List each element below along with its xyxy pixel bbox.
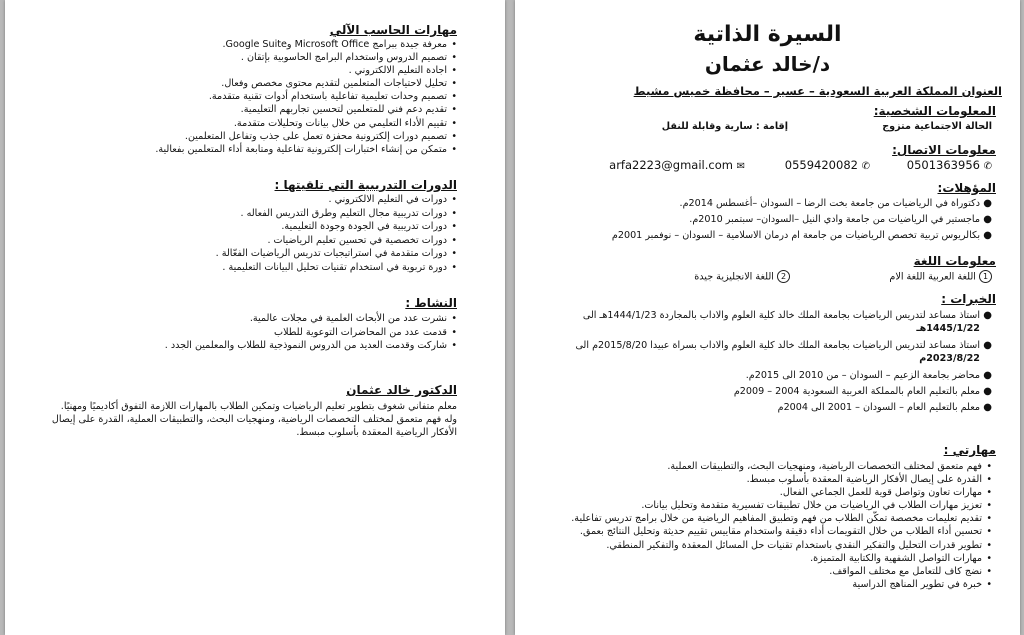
computer-skill-item: • تصميم دورات إلكترونية محفزة تعمل على جذب وتفاعل المتعلمين.: [155, 130, 457, 143]
qualification-item: ● دكتوراة في الرياضيات من جامعة بخت الرضا – السودان –أغسطس 2014م.: [679, 198, 992, 209]
course-item: • دورات تدريبية في الجودة وجودة التعليمية.: [216, 220, 457, 234]
phone2-value: 0559420082: [784, 158, 858, 172]
language-2: 2 اللغة الانجليزية جيدة: [694, 270, 790, 284]
skill-item: • خبرة في تطوير المناهج الدراسية: [571, 578, 992, 591]
residency-status: إقامة : سارية وقابلة للنقل: [661, 121, 788, 132]
document-page-left: [5, 0, 505, 635]
course-item: • دورة تربوية في استخدام تقنيات تحليل البيانات التعليمية .: [216, 261, 457, 275]
profile-heading: الدكتور خالد عثمان: [346, 383, 457, 397]
activity-item: • قدمت عدد من المحاضرات التوعوية للطلاب: [165, 326, 457, 340]
phone2-row: [785, 158, 870, 172]
profile-text: [27, 400, 457, 439]
marital-status: الحالة الاجتماعية متزوج: [882, 121, 992, 132]
experience-item: ● محاضر بجامعة الزعيم – السودان – من 2010 الى 2015م.: [745, 370, 992, 381]
course-item: • دورات تخصصية في تحسين تعليم الرياضيات .: [216, 234, 457, 248]
computer-skill-item: • اجادة التعليم الالكتروني .: [155, 64, 457, 77]
activity-list: [165, 312, 457, 353]
activity-item: • شاركت وقدمت العديد من الدروس النموذجية للطلاب والمعلمين الجدد .: [165, 339, 457, 353]
computer-skill-item: • متمكن من إنشاء اختبارات إلكترونية تفاعلية ومتابعة أداء المتعلمين بفعالية.: [155, 143, 457, 156]
profile-line: وله فهم متعمق لمختلف التخصصات الرياضية، ومنهجيات البحث، والتطبيقات العملية، القدرة على إيصال: [51, 414, 457, 425]
computer-skill-item: • تصميم وحدات تعليمية تفاعلية باستخدام أدوات تقنية متقدمة.: [155, 90, 457, 103]
qualifications-heading: المؤهلات:: [937, 181, 996, 195]
skill-item: • مهارات تعاون وتواصل قوية للعمل الجماعي الفعال.: [571, 486, 992, 499]
activity-item: • نشرت عدد من الأبحاث العلمية في مجلات عالمية.: [165, 312, 457, 326]
language-heading: معلومات اللغة: [913, 254, 996, 268]
skill-item: • مهارات التواصل الشفهية والكتابية المتميزة.: [571, 552, 992, 565]
phone-icon: ✆: [861, 161, 870, 172]
computer-skill-item: • تصميم الدروس واستخدام البرامج الحاسوبية بإتقان .: [155, 51, 457, 64]
experience-item: ● استاذ مساعد لتدريس الرياضيات بجامعة الملك خالد كلية العلوم والاداب بالمجاردة 1444/1/23هـ الى: [582, 310, 992, 321]
skill-item: • نضج كاف للتعامل مع مختلف المواقف.: [571, 565, 992, 578]
computer-skill-item: • تقديم دعم فني للمتعلمين لتحسين تجاربهم التعليمية.: [155, 103, 457, 116]
experience-heading: الخبرات :: [941, 292, 996, 306]
computer-skill-item: • تحليل لاحتياجات المتعلمين لتقديم محتوى مخصص وفعال.: [155, 77, 457, 90]
profile-line: الأفكار الرياضية المعقدة بأسلوب مبسط.: [296, 427, 457, 438]
profile-line: معلم متفاني شغوف بتطوير تعليم الرياضيات وتمكين الطلاب بالمهارات اللازمة التفوق أكاديميًا ومهنيًا.: [60, 401, 457, 412]
phone1-row: [907, 158, 992, 172]
language-1: 1 اللغة العربية اللغة الام: [889, 270, 992, 284]
qualification-item: ● بكالريوس تربية تخصص الرياضيات من جامعة ام درمان الاسلامية – السودان – نوفمبر 2001م: [611, 230, 992, 241]
experience-item: ● استاذ مساعد لتدريس الرياضيات بجامعة الملك خالد كلية العلوم والاداب بسراة عبيدا 2015/8/20م الى: [575, 340, 992, 351]
cv-name: د/خالد عثمان: [704, 52, 831, 76]
course-item: • دورات متقدمة في استراتيجيات تدريس الرياضيات الفعّالة .: [216, 247, 457, 261]
skill-item: • تحسين أداء الطلاب من خلال التقويمات أداء دقيقة واستخدام مقاييس تقييم حديثة وتحليل النتائج بعمق.: [571, 525, 992, 538]
computer-skills-heading: مهارات الحاسب الآلي: [329, 23, 457, 37]
skills-heading: مهارتي :: [943, 443, 996, 457]
computer-skills-list: [155, 38, 457, 156]
skill-item: • تقديم تعليمات مخصصة تمكّن الطلاب من فهم وتطبيق المفاهيم الرياضية من خلال برامج تدريس تفاعلية.: [571, 512, 992, 525]
phone1-value: 0501363956: [906, 158, 980, 172]
activity-heading: النشاط :: [405, 296, 457, 310]
qualifications-list: [532, 197, 992, 242]
skills-list: [571, 460, 992, 591]
document-page-right: [515, 0, 1020, 635]
email-value: arfa2223@gmail.com: [609, 158, 733, 172]
experience-list: [522, 309, 992, 414]
skill-item: • فهم متعمق لمختلف التخصصات الرياضية، ومنهجيات البحث، والتطبيقات العملية.: [571, 460, 992, 473]
number-badge: 2: [777, 270, 790, 283]
courses-heading: الدورات التدريبية التي تلقيتها :: [274, 178, 457, 192]
personal-info-heading: المعلومات الشخصية:: [873, 104, 996, 118]
address-line: العنوان المملكة العربية السعودية – عسير – محافظة خميس مشيط: [633, 84, 1002, 98]
courses-list: [216, 193, 457, 275]
experience-item-cont: 1445/1/22هـ: [916, 323, 980, 334]
experience-item: ● معلم بالتعليم العام بالمملكة العربية السعودية 2004 – 2009م: [733, 386, 992, 397]
qualification-item: ● ماجستير في الرياضيات من جامعة وادي النيل –السودان– سبتمبر 2010م.: [689, 214, 992, 225]
computer-skill-item: • تقييم الأداء التعليمي من خلال بيانات وتحليلات متقدمة.: [155, 117, 457, 130]
email-row: [609, 158, 745, 172]
skill-item: • تطوير قدرات التحليل والتفكير النقدي باستخدام تقنيات حل المسائل المعقدة والتفكير المنطقي.: [571, 539, 992, 552]
number-badge: 1: [979, 270, 992, 283]
computer-skill-item: • معرفة جيدة ببرامج Microsoft Office وGoogle Suite.: [155, 38, 457, 51]
envelope-icon: ✉: [736, 161, 745, 172]
course-item: • دورات في التعليم الالكتروني .: [216, 193, 457, 207]
skill-item: • القدرة على إيصال الأفكار الرياضية المعقدة بأسلوب مبسط.: [571, 473, 992, 486]
skill-item: • تعزيز مهارات الطلاب في الرياضيات من خلال تطبيقات تفسيرية متقدمة وتحليل بيانات.: [571, 499, 992, 512]
course-item: • دورات تدريبية مجال التعليم وطرق التدريس الفعاله .: [216, 207, 457, 221]
cv-title: السيرة الذاتية: [693, 22, 842, 47]
experience-item: ● معلم بالتعليم العام – السودان – 2001 الى 2004م: [777, 402, 992, 413]
phone-icon: ✆: [983, 161, 992, 172]
experience-item-cont: 2023/8/22م: [919, 353, 980, 364]
contact-heading: معلومات الاتصال:: [892, 143, 996, 157]
